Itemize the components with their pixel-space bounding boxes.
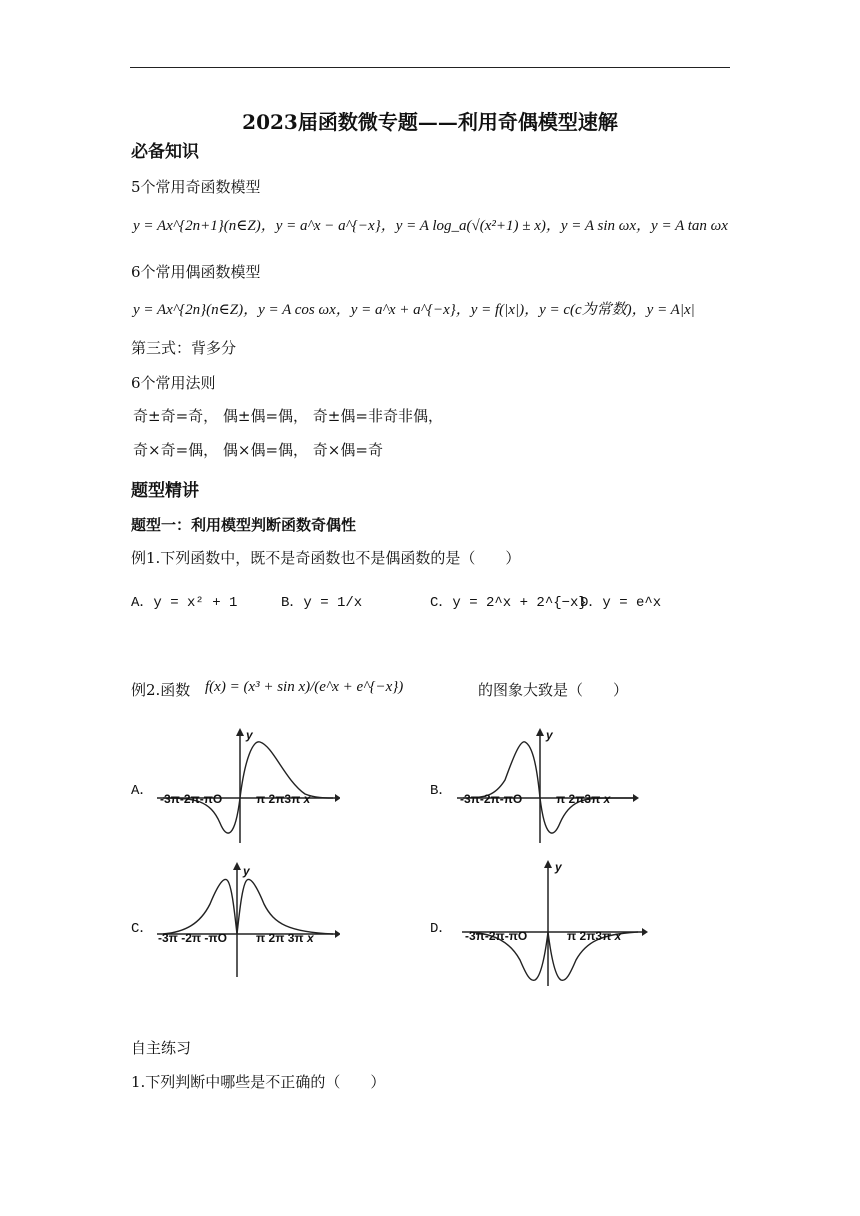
y-axis-arrow bbox=[536, 728, 544, 736]
even-formula-text: y = Ax^{2n}(n∈Z)，y = A cos ωx，y = a^x + a^{−x}，y = f(|x|)，y = c(c为常数)，y = A|x| bbox=[133, 302, 695, 318]
section-knowledge: 必备知识 bbox=[131, 142, 199, 162]
x-axis-label: x bbox=[306, 931, 314, 945]
page-title: 2023届函数微专题——利用奇偶模型速解 bbox=[242, 110, 618, 134]
example1-option-a: A．y = x² + 1 bbox=[131, 595, 238, 611]
tick: 2π bbox=[579, 929, 596, 943]
graph-b-ticks-neg bbox=[460, 792, 522, 806]
example1-option-d: D．y = e^x bbox=[580, 595, 662, 611]
tick: π bbox=[256, 792, 266, 806]
origin-label: O bbox=[212, 792, 223, 806]
odd-models-heading: 5个常用奇函数模型 bbox=[131, 178, 261, 196]
tick: -2π bbox=[181, 931, 202, 945]
note-line: 第三式：背多分 bbox=[131, 339, 237, 357]
tick: 2π bbox=[268, 792, 285, 806]
rules-line-1: 奇±奇=奇， 偶±偶=偶， 奇±偶=非奇非偶， bbox=[133, 407, 443, 425]
curve bbox=[463, 742, 633, 833]
graph-label-d: D． bbox=[430, 921, 453, 937]
tick: -3π bbox=[460, 792, 480, 806]
graph-d-ticks-pos bbox=[567, 929, 621, 943]
y-axis-arrow bbox=[236, 728, 244, 736]
graph-d-y-label: y bbox=[555, 860, 562, 874]
x-axis-arrow bbox=[633, 794, 639, 802]
example2-function: f(x) = (x³ + sin x)/(e^x + e^{−x}) bbox=[205, 679, 404, 695]
x-axis-label: x bbox=[303, 792, 311, 806]
graph-a-ticks-neg bbox=[160, 792, 222, 806]
tick: -2π bbox=[479, 792, 500, 806]
graph-c-ticks-pos bbox=[256, 931, 314, 945]
tick: 2π bbox=[568, 792, 585, 806]
graph-a-ticks-pos bbox=[256, 792, 310, 806]
graph-b-ticks-pos bbox=[556, 792, 610, 806]
tick: π bbox=[256, 931, 266, 945]
graph-b bbox=[455, 728, 640, 846]
curve-left bbox=[163, 879, 237, 934]
tick: -π bbox=[499, 792, 513, 806]
tick: -π bbox=[204, 931, 218, 945]
origin-label: O bbox=[217, 931, 227, 945]
header-rule bbox=[130, 67, 730, 68]
graph-d-ticks-neg bbox=[465, 929, 527, 943]
even-models-heading: 6个常用偶函数模型 bbox=[131, 263, 261, 281]
y-axis-arrow bbox=[544, 860, 552, 868]
example1-stem: 例1.下列函数中，既不是奇函数也不是偶函数的是（ ） bbox=[131, 549, 521, 567]
tick: 2π bbox=[268, 931, 285, 945]
even-models-formula bbox=[133, 298, 695, 319]
rules-line-2: 奇×奇=偶， 偶×偶=偶， 奇×偶=奇 bbox=[133, 441, 383, 459]
x-axis-label: x bbox=[603, 792, 611, 806]
graph-label-c: C． bbox=[131, 921, 154, 937]
practice-question-1: 1.下列判断中哪些是不正确的（ ） bbox=[131, 1073, 386, 1091]
x-axis-arrow bbox=[642, 928, 648, 936]
tick: π bbox=[567, 929, 577, 943]
example1-option-c: C．y = 2^x + 2^{−x} bbox=[430, 595, 587, 611]
odd-formula-text: y = Ax^{2n+1}(n∈Z)，y = a^x − a^{−x}，y = A log_a(√(x²+1) ± x)，y = A sin ωx，y = A tan ωx bbox=[133, 218, 728, 234]
practice-heading: 自主练习 bbox=[131, 1039, 192, 1057]
graph-c bbox=[155, 862, 340, 980]
tick: -π bbox=[504, 929, 518, 943]
odd-models-formula bbox=[133, 214, 728, 235]
tick: -2π bbox=[179, 792, 200, 806]
origin-label: O bbox=[512, 792, 523, 806]
tick: 3π bbox=[595, 929, 612, 943]
section-types: 题型精讲 bbox=[131, 481, 199, 501]
rules-heading: 6个常用法则 bbox=[131, 374, 216, 392]
curve bbox=[163, 742, 333, 833]
example1-option-b: B．y = 1/x bbox=[281, 595, 363, 611]
tick: 3π bbox=[284, 792, 301, 806]
tick: 3π bbox=[287, 931, 304, 945]
tick: -2π bbox=[484, 929, 505, 943]
x-axis-arrow bbox=[335, 930, 340, 938]
graph-a-y-label: y bbox=[246, 728, 253, 742]
graph-label-a: A． bbox=[131, 783, 154, 799]
curve-right bbox=[237, 879, 333, 934]
tick: -π bbox=[199, 792, 213, 806]
example2-stem-suffix: 的图象大致是（ ） bbox=[478, 681, 629, 699]
origin-label: O bbox=[517, 929, 528, 943]
graph-d bbox=[460, 858, 650, 988]
graph-c-y-label: y bbox=[243, 864, 250, 878]
graph-c-ticks-neg bbox=[158, 931, 227, 945]
example2-stem-prefix: 例2.函数 bbox=[131, 681, 191, 699]
y-axis-arrow bbox=[233, 862, 241, 870]
x-axis-arrow bbox=[335, 794, 340, 802]
tick: -3π bbox=[465, 929, 485, 943]
graph-label-b: B． bbox=[430, 783, 453, 799]
graph-a bbox=[155, 728, 340, 846]
tick: -3π bbox=[160, 792, 180, 806]
tick: π bbox=[556, 792, 566, 806]
type1-heading: 题型一：利用模型判断函数奇偶性 bbox=[131, 516, 357, 534]
tick: 3π bbox=[584, 792, 601, 806]
x-axis-label: x bbox=[614, 929, 622, 943]
graph-b-y-label: y bbox=[546, 728, 553, 742]
tick: -3π bbox=[158, 931, 178, 945]
